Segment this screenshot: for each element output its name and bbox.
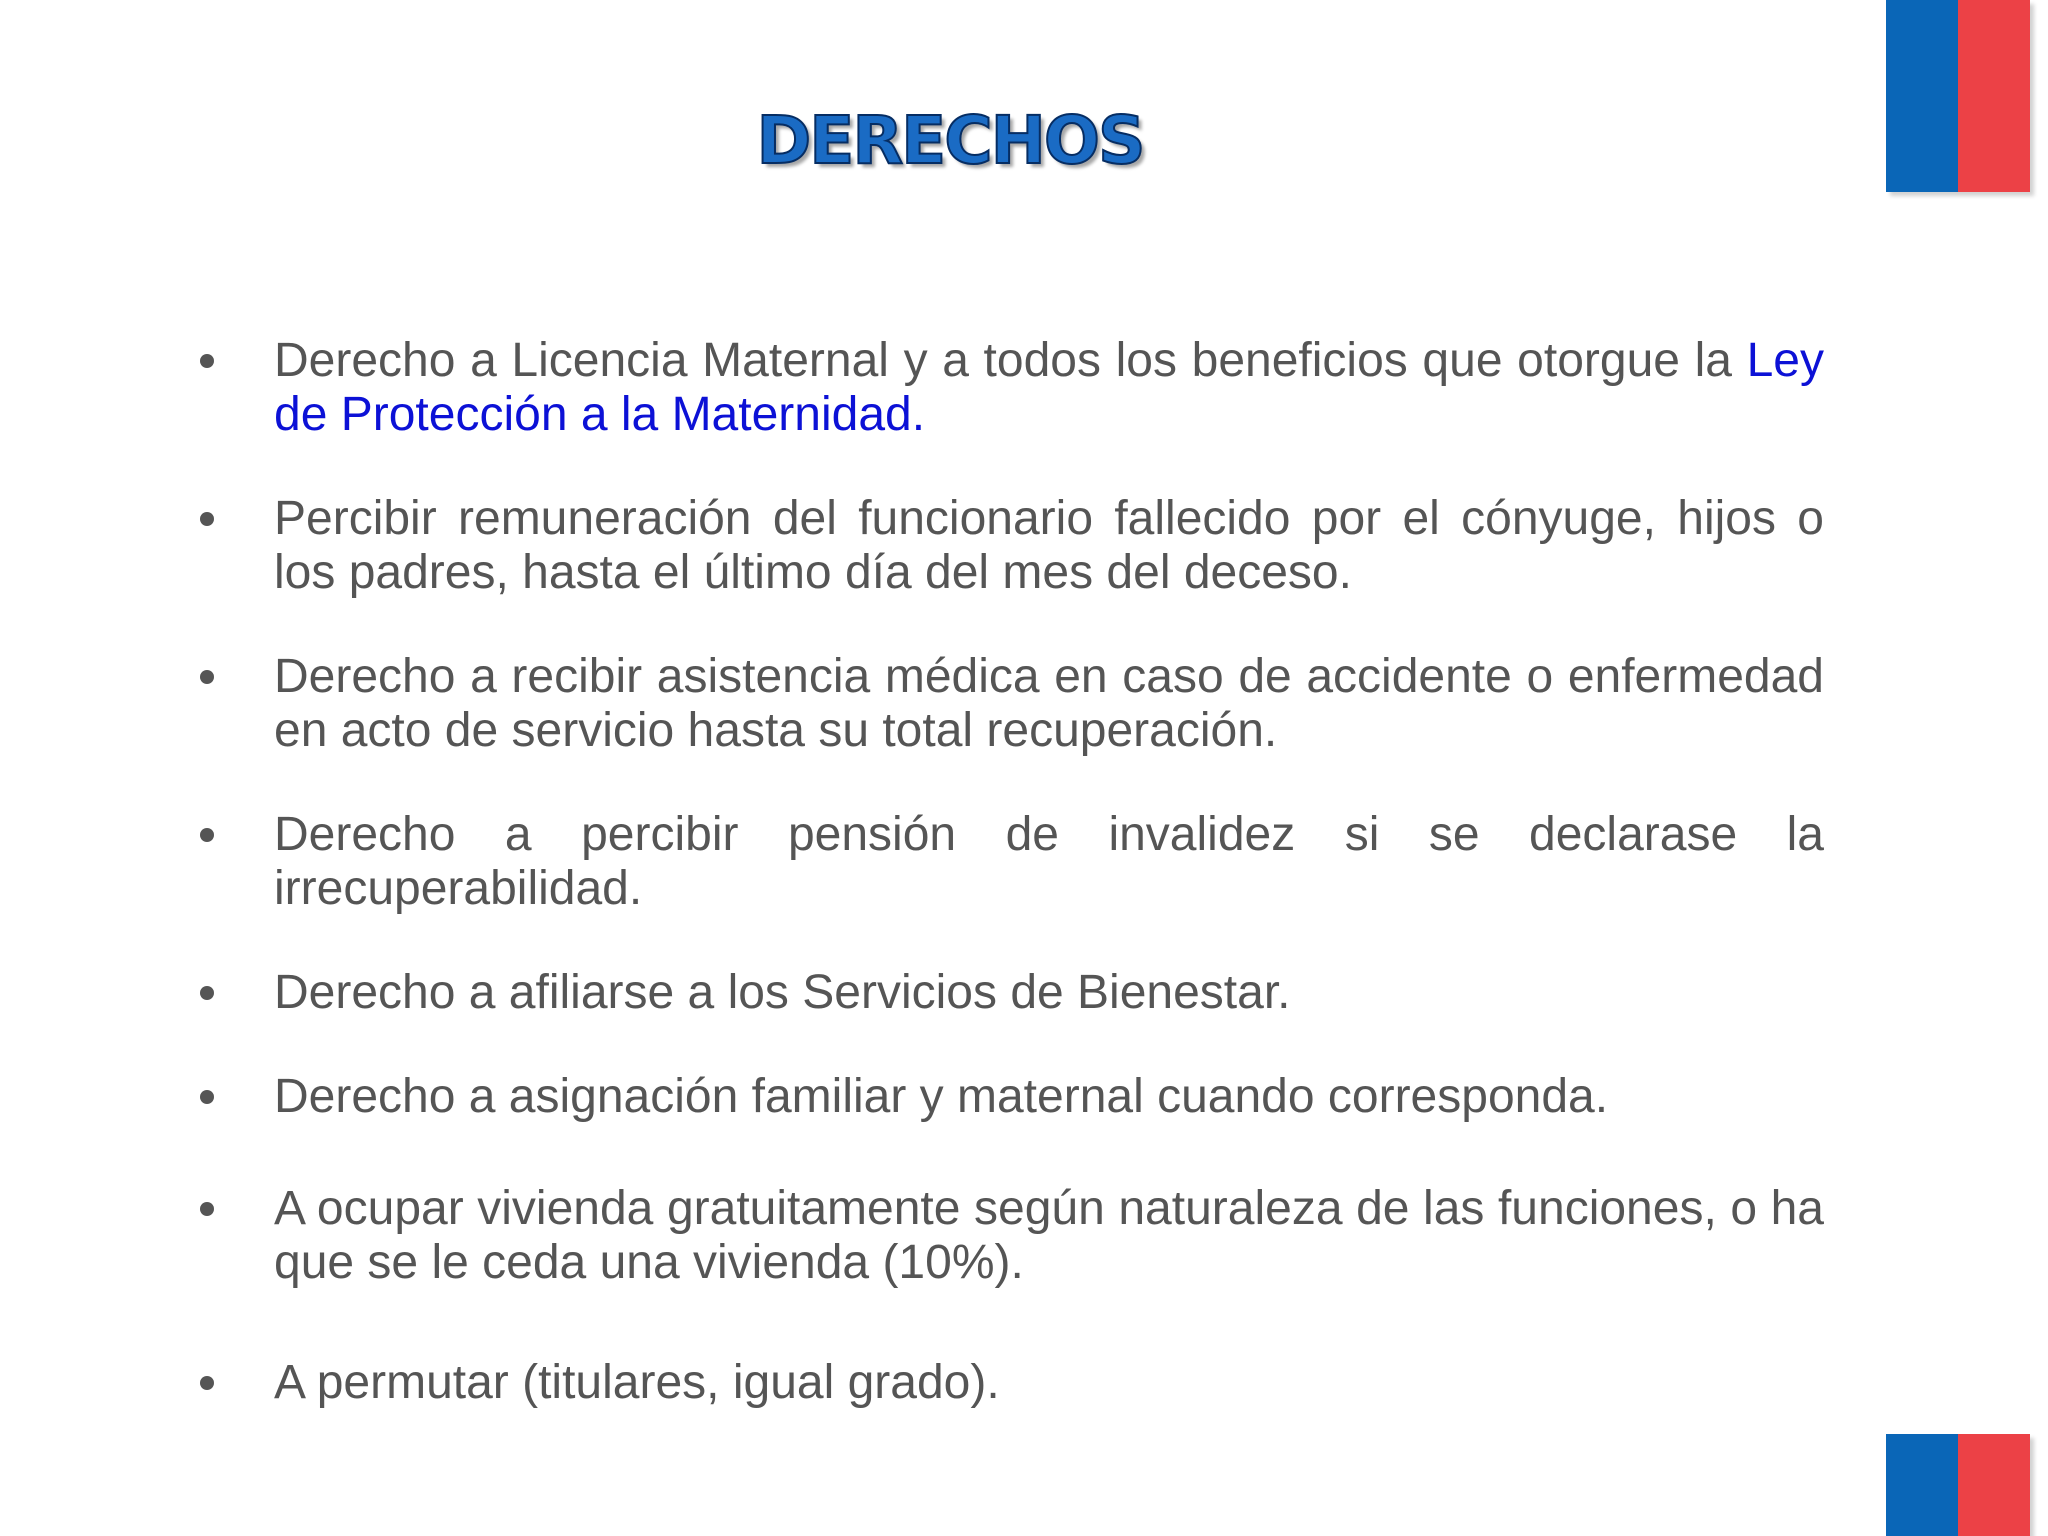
bullet-item bbox=[190, 808, 1824, 916]
bullet-item bbox=[190, 334, 1824, 442]
flag-red-stripe bbox=[1958, 0, 2030, 192]
bullet-dot-icon bbox=[200, 1090, 214, 1104]
bullet-dot-icon bbox=[200, 670, 214, 684]
bullet-text: Derecho a recibir asistencia médica en caso de accidente o enfermedad en acto de servicio hasta su total recuperación. bbox=[274, 650, 1824, 757]
bullet-text: A permutar (titulares, igual grado). bbox=[274, 1356, 1000, 1409]
bullet-text: A ocupar vivienda gratuitamente según naturaleza de las funciones, o ha que se le ceda una vivienda (10%). bbox=[274, 1182, 1824, 1289]
flag-decoration-top bbox=[1886, 0, 2030, 192]
bullet-dot-icon bbox=[200, 986, 214, 1000]
bullet-text: Derecho a asignación familiar y maternal cuando corresponda. bbox=[274, 1070, 1609, 1123]
bullet-item bbox=[190, 1356, 1824, 1410]
law-link[interactable]: Ley de Protección a la Maternidad. bbox=[274, 334, 1824, 441]
flag-blue-stripe bbox=[1886, 1434, 1958, 1536]
flag-red-stripe bbox=[1958, 1434, 2030, 1536]
bullet-item bbox=[190, 966, 1824, 1020]
bullet-text: Derecho a afiliarse a los Servicios de Bienestar. bbox=[274, 966, 1291, 1019]
bullet-dot-icon bbox=[200, 828, 214, 842]
flag-blue-stripe bbox=[1886, 0, 1958, 192]
bullet-item bbox=[190, 1070, 1824, 1124]
bullet-dot-icon bbox=[200, 1202, 214, 1216]
slide-title: DERECHOS bbox=[756, 102, 1144, 179]
bullet-item bbox=[190, 492, 1824, 600]
bullet-dot-icon bbox=[200, 354, 214, 368]
flag-decoration-bottom bbox=[1886, 1434, 2030, 1536]
bullet-dot-icon bbox=[200, 1376, 214, 1390]
bullet-text: Derecho a Licencia Maternal y a todos los beneficios que otorgue la bbox=[274, 334, 1747, 387]
bullet-list bbox=[190, 334, 1824, 1410]
bullet-item bbox=[190, 1182, 1824, 1290]
bullet-text: Derecho a percibir pensión de invalidez si se declarase la irrecuperabilidad. bbox=[274, 808, 1824, 915]
bullet-item bbox=[190, 650, 1824, 758]
bullet-text: Percibir remuneración del funcionario fallecido por el cónyuge, hijos o los padres, hasta el último día del mes del deceso. bbox=[274, 492, 1824, 599]
bullet-dot-icon bbox=[200, 512, 214, 526]
